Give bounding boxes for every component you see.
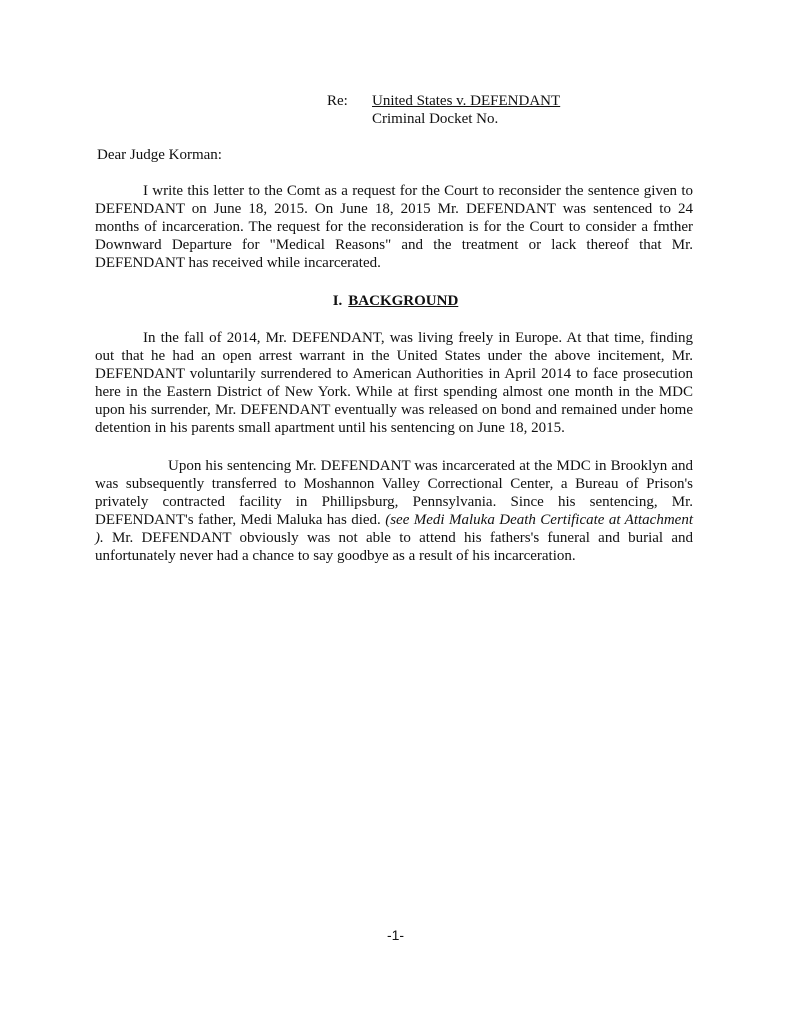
section-title: BACKGROUND: [348, 293, 459, 309]
section-heading: [0, 292, 791, 310]
page-number: -1-: [386, 927, 405, 943]
attachment-reference: (see Medi Maluka Death Certificate at Attachment ).: [95, 512, 693, 546]
docket-line: Criminal Docket No.: [372, 111, 499, 127]
background-paragraph-2: [95, 457, 693, 565]
case-title: United States v. DEFENDANT: [372, 93, 561, 109]
re-label: Re:: [327, 93, 348, 109]
background-paragraph-2-text: Upon his sentencing Mr. DEFENDANT was incarcerated at the MDC in Brooklyn and was subsequently transferred to Moshannon Valley Correctional Center, a Bureau of Prison's privately contracted facility in Phillipsburg, Pennsylvania. Since his sentencing, Mr. DEFENDANT's father, Medi Maluka has died.: [95, 458, 693, 528]
salutation: Dear Judge Korman:: [97, 147, 222, 163]
background-paragraph-1: In the fall of 2014, Mr. DEFENDANT, was living freely in Europe. At that time, finding out that he had an open arrest warrant in the United States under the above incitement, Mr. DEFENDANT voluntarily surrendered to American Authorities in April 2014 to face prosecution here in the Eastern District of New York. While at first spending almost one month in the MDC upon his surrender, Mr. DEFENDANT eventually was released on bond and remained under home detention in his parents small apartment until his sentencing on June 18, 2015.: [95, 330, 693, 436]
section-number: I.: [332, 293, 343, 309]
re-line: [327, 92, 560, 110]
intro-paragraph: I write this letter to the Comt as a request for the Court to reconsider the sentence given to DEFENDANT on June 18, 2015. On June 18, 2015 Mr. DEFENDANT was sentenced to 24 months of incarceration. The request for the reconsideration is for the Court to consider a fmther Downward Departure for "Medical Reasons" and the treatment or lack thereof that Mr. DEFENDANT has received while incarcerated.: [95, 183, 693, 271]
background-paragraph-2-text-end: Mr. DEFENDANT obviously was not able to attend his fathers's funeral and burial and unfortunately never had a chance to say goodbye as a result of his incarceration.: [95, 530, 693, 564]
re-block: [327, 92, 560, 128]
